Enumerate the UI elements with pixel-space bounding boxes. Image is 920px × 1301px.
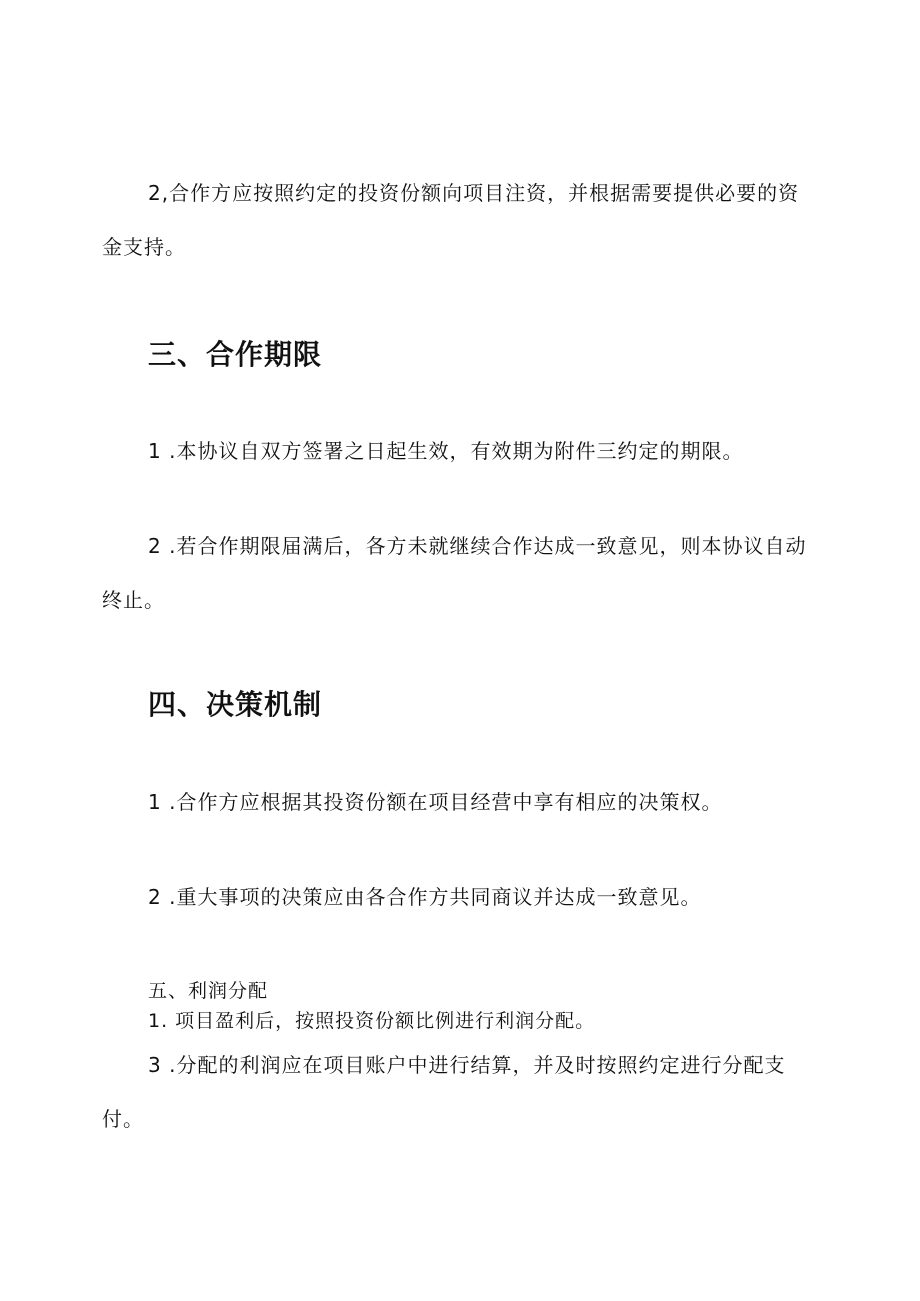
section4-heading: 四、决策机制 <box>148 688 323 721</box>
section5-item3-paragraph: 3 .分配的利润应在项目账户中进行结算，并及时按照约定进行分配支付。 <box>102 1053 786 1131</box>
section4-item1-paragraph: 1 .合作方应根据其投资份额在项目经营中享有相应的决策权。 <box>148 790 723 814</box>
section3-heading: 三、合作期限 <box>148 338 323 371</box>
section3-item1-paragraph: 1 .本协议自双方签署之日起生效，有效期为附件三约定的期限。 <box>148 439 744 463</box>
section2-item2-paragraph: 2,合作方应按照约定的投资份额向项目注资，并根据需要提供必要的资金支持。 <box>102 181 800 259</box>
section4-item2-paragraph: 2 .重大事项的决策应由各合作方共同商议并达成一致意见。 <box>148 885 702 909</box>
section5-item1-paragraph: 1. 项目盈利后，按照投资份额比例进行利润分配。 <box>148 1010 596 1032</box>
section3-item2-paragraph: 2 .若合作期限届满后，各方未就继续合作达成一致意见，则本协议自动终止。 <box>102 534 807 612</box>
section5-heading: 五、利润分配 <box>148 980 269 1002</box>
